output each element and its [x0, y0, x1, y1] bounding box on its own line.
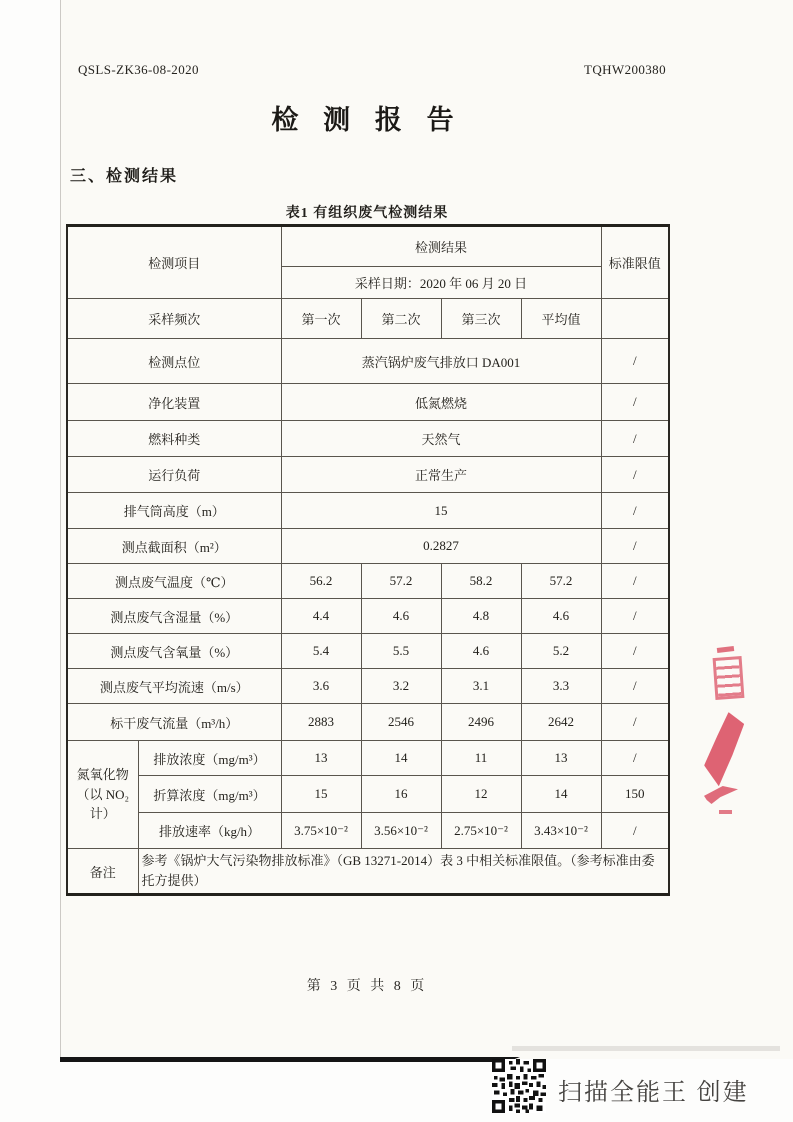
- limit-cell: /: [601, 564, 669, 599]
- table-row: [67, 384, 669, 421]
- value-cell: 3.1: [441, 669, 521, 704]
- stamp-fragment: [713, 656, 745, 700]
- remark-row: [67, 849, 669, 895]
- remark-text: 参考《锅炉大气污染物排放标准》（GB 13271-2014）表 3 中相关标准限值。（参考标准由委托方提供）: [138, 849, 669, 895]
- row-label: 标干废气流量（m³/h）: [67, 704, 281, 741]
- row-label: 检测点位: [67, 339, 281, 384]
- table-row: [67, 704, 669, 741]
- row-label: 排气筒高度（m）: [67, 493, 281, 529]
- value-cell: 13: [281, 741, 361, 776]
- value-cell: 2546: [361, 704, 441, 741]
- limit-cell: /: [601, 669, 669, 704]
- doc-code: QSLS-ZK36-08-2020: [78, 62, 199, 77]
- row-label: 测点废气平均流速（m/s）: [67, 669, 281, 704]
- value-cell: 3.3: [521, 669, 601, 704]
- value-cell: 低氮燃烧: [281, 384, 601, 421]
- value-cell: 2642: [521, 704, 601, 741]
- limit-cell: /: [601, 529, 669, 564]
- table-caption: 表1 有组织废气检测结果: [285, 206, 449, 221]
- value-cell: 57.2: [521, 564, 601, 599]
- page-bottom-edge: [60, 1057, 507, 1062]
- table-row: [67, 421, 669, 457]
- sampling-date-cell: 采样日期：2020 年 06 月 20 日: [281, 267, 601, 299]
- value-cell: 12: [441, 776, 521, 813]
- value-cell: 14: [521, 776, 601, 813]
- frequency-col: 第二次: [361, 299, 441, 339]
- page-left-edge: [60, 0, 61, 1059]
- value-cell: 4.6: [361, 599, 441, 634]
- limit-cell: /: [601, 704, 669, 741]
- table-header-row: [67, 226, 669, 267]
- row-label: 折算浓度（mg/m³）: [138, 776, 281, 813]
- value-cell: 2883: [281, 704, 361, 741]
- value-cell: 0.2827: [281, 529, 601, 564]
- row-label: 排放浓度（mg/m³）: [138, 741, 281, 776]
- page-number: 第 3 页 共 8 页: [306, 979, 428, 994]
- limit-cell: /: [601, 384, 669, 421]
- row-label: 测点废气温度（℃）: [67, 564, 281, 599]
- limit-cell: /: [601, 493, 669, 529]
- row-label: 燃料种类: [67, 421, 281, 457]
- results-table: [66, 224, 670, 896]
- camscanner-watermark-text: 扫描全能王 创建: [558, 1079, 749, 1106]
- limit-cell: /: [601, 599, 669, 634]
- header-limit-cell: 标准限值: [601, 226, 669, 299]
- value-cell: 3.6: [281, 669, 361, 704]
- table-row: [67, 564, 669, 599]
- header-item-cell: 检测项目: [67, 226, 281, 299]
- value-cell: 4.6: [521, 599, 601, 634]
- value-cell: 13: [521, 741, 601, 776]
- value-cell: 16: [361, 776, 441, 813]
- scan-artifact: [512, 1046, 780, 1051]
- table-row: [67, 669, 669, 704]
- frequency-col: 第一次: [281, 299, 361, 339]
- stamp-fragment: [719, 810, 732, 814]
- value-cell: 4.6: [441, 634, 521, 669]
- row-label: 测点废气含氧量（%）: [67, 634, 281, 669]
- frequency-row: [67, 299, 669, 339]
- frequency-col: 第三次: [441, 299, 521, 339]
- value-cell: 5.5: [361, 634, 441, 669]
- value-cell: 5.4: [281, 634, 361, 669]
- table-row: [67, 634, 669, 669]
- value-cell: 5.2: [521, 634, 601, 669]
- value-cell: 正常生产: [281, 457, 601, 493]
- frequency-col: 平均值: [521, 299, 601, 339]
- limit-cell: 150: [601, 776, 669, 813]
- value-cell: 15: [281, 493, 601, 529]
- limit-cell: /: [601, 339, 669, 384]
- table-row-nox: [67, 741, 669, 776]
- value-cell: 3.2: [361, 669, 441, 704]
- value-cell: 15: [281, 776, 361, 813]
- limit-cell: /: [601, 634, 669, 669]
- limit-cell: [601, 299, 669, 339]
- report-number: TQHW200380: [584, 62, 666, 77]
- value-cell: 4.8: [441, 599, 521, 634]
- table-row: [67, 599, 669, 634]
- value-cell: 天然气: [281, 421, 601, 457]
- table-row: [67, 529, 669, 564]
- value-cell: 56.2: [281, 564, 361, 599]
- value-cell: 2496: [441, 704, 521, 741]
- row-label: 测点截面积（m²）: [67, 529, 281, 564]
- table-row: [67, 493, 669, 529]
- value-cell: 4.4: [281, 599, 361, 634]
- limit-cell: /: [601, 741, 669, 776]
- row-label: 测点废气含湿量（%）: [67, 599, 281, 634]
- limit-cell: /: [601, 457, 669, 493]
- table-row: [67, 457, 669, 493]
- value-cell: 蒸汽锅炉废气排放口 DA001: [281, 339, 601, 384]
- document-header: [78, 62, 666, 78]
- section-heading: 三、检测结果: [70, 168, 179, 185]
- value-cell: 57.2: [361, 564, 441, 599]
- report-title: 检 测 报 告: [271, 105, 463, 135]
- header-result-cell: 检测结果: [281, 226, 601, 267]
- table-row-nox: [67, 813, 669, 849]
- row-label: 采样频次: [67, 299, 281, 339]
- remark-label: 备注: [67, 849, 138, 895]
- qr-code-icon: [492, 1058, 546, 1114]
- row-label: 运行负荷: [67, 457, 281, 493]
- row-label: 净化装置: [67, 384, 281, 421]
- value-cell: 58.2: [441, 564, 521, 599]
- value-cell: 14: [361, 741, 441, 776]
- row-label: 排放速率（kg/h）: [138, 813, 281, 849]
- table-row-nox: [67, 776, 669, 813]
- table-row: [67, 339, 669, 384]
- value-cell: 2.75×10⁻²: [441, 813, 521, 849]
- value-cell: 3.75×10⁻²: [281, 813, 361, 849]
- limit-cell: /: [601, 813, 669, 849]
- value-cell: 11: [441, 741, 521, 776]
- value-cell: 3.43×10⁻²: [521, 813, 601, 849]
- group-label-nox: 氮氧化物（以 NO₂ 计）: [67, 741, 138, 849]
- value-cell: 3.56×10⁻²: [361, 813, 441, 849]
- limit-cell: /: [601, 421, 669, 457]
